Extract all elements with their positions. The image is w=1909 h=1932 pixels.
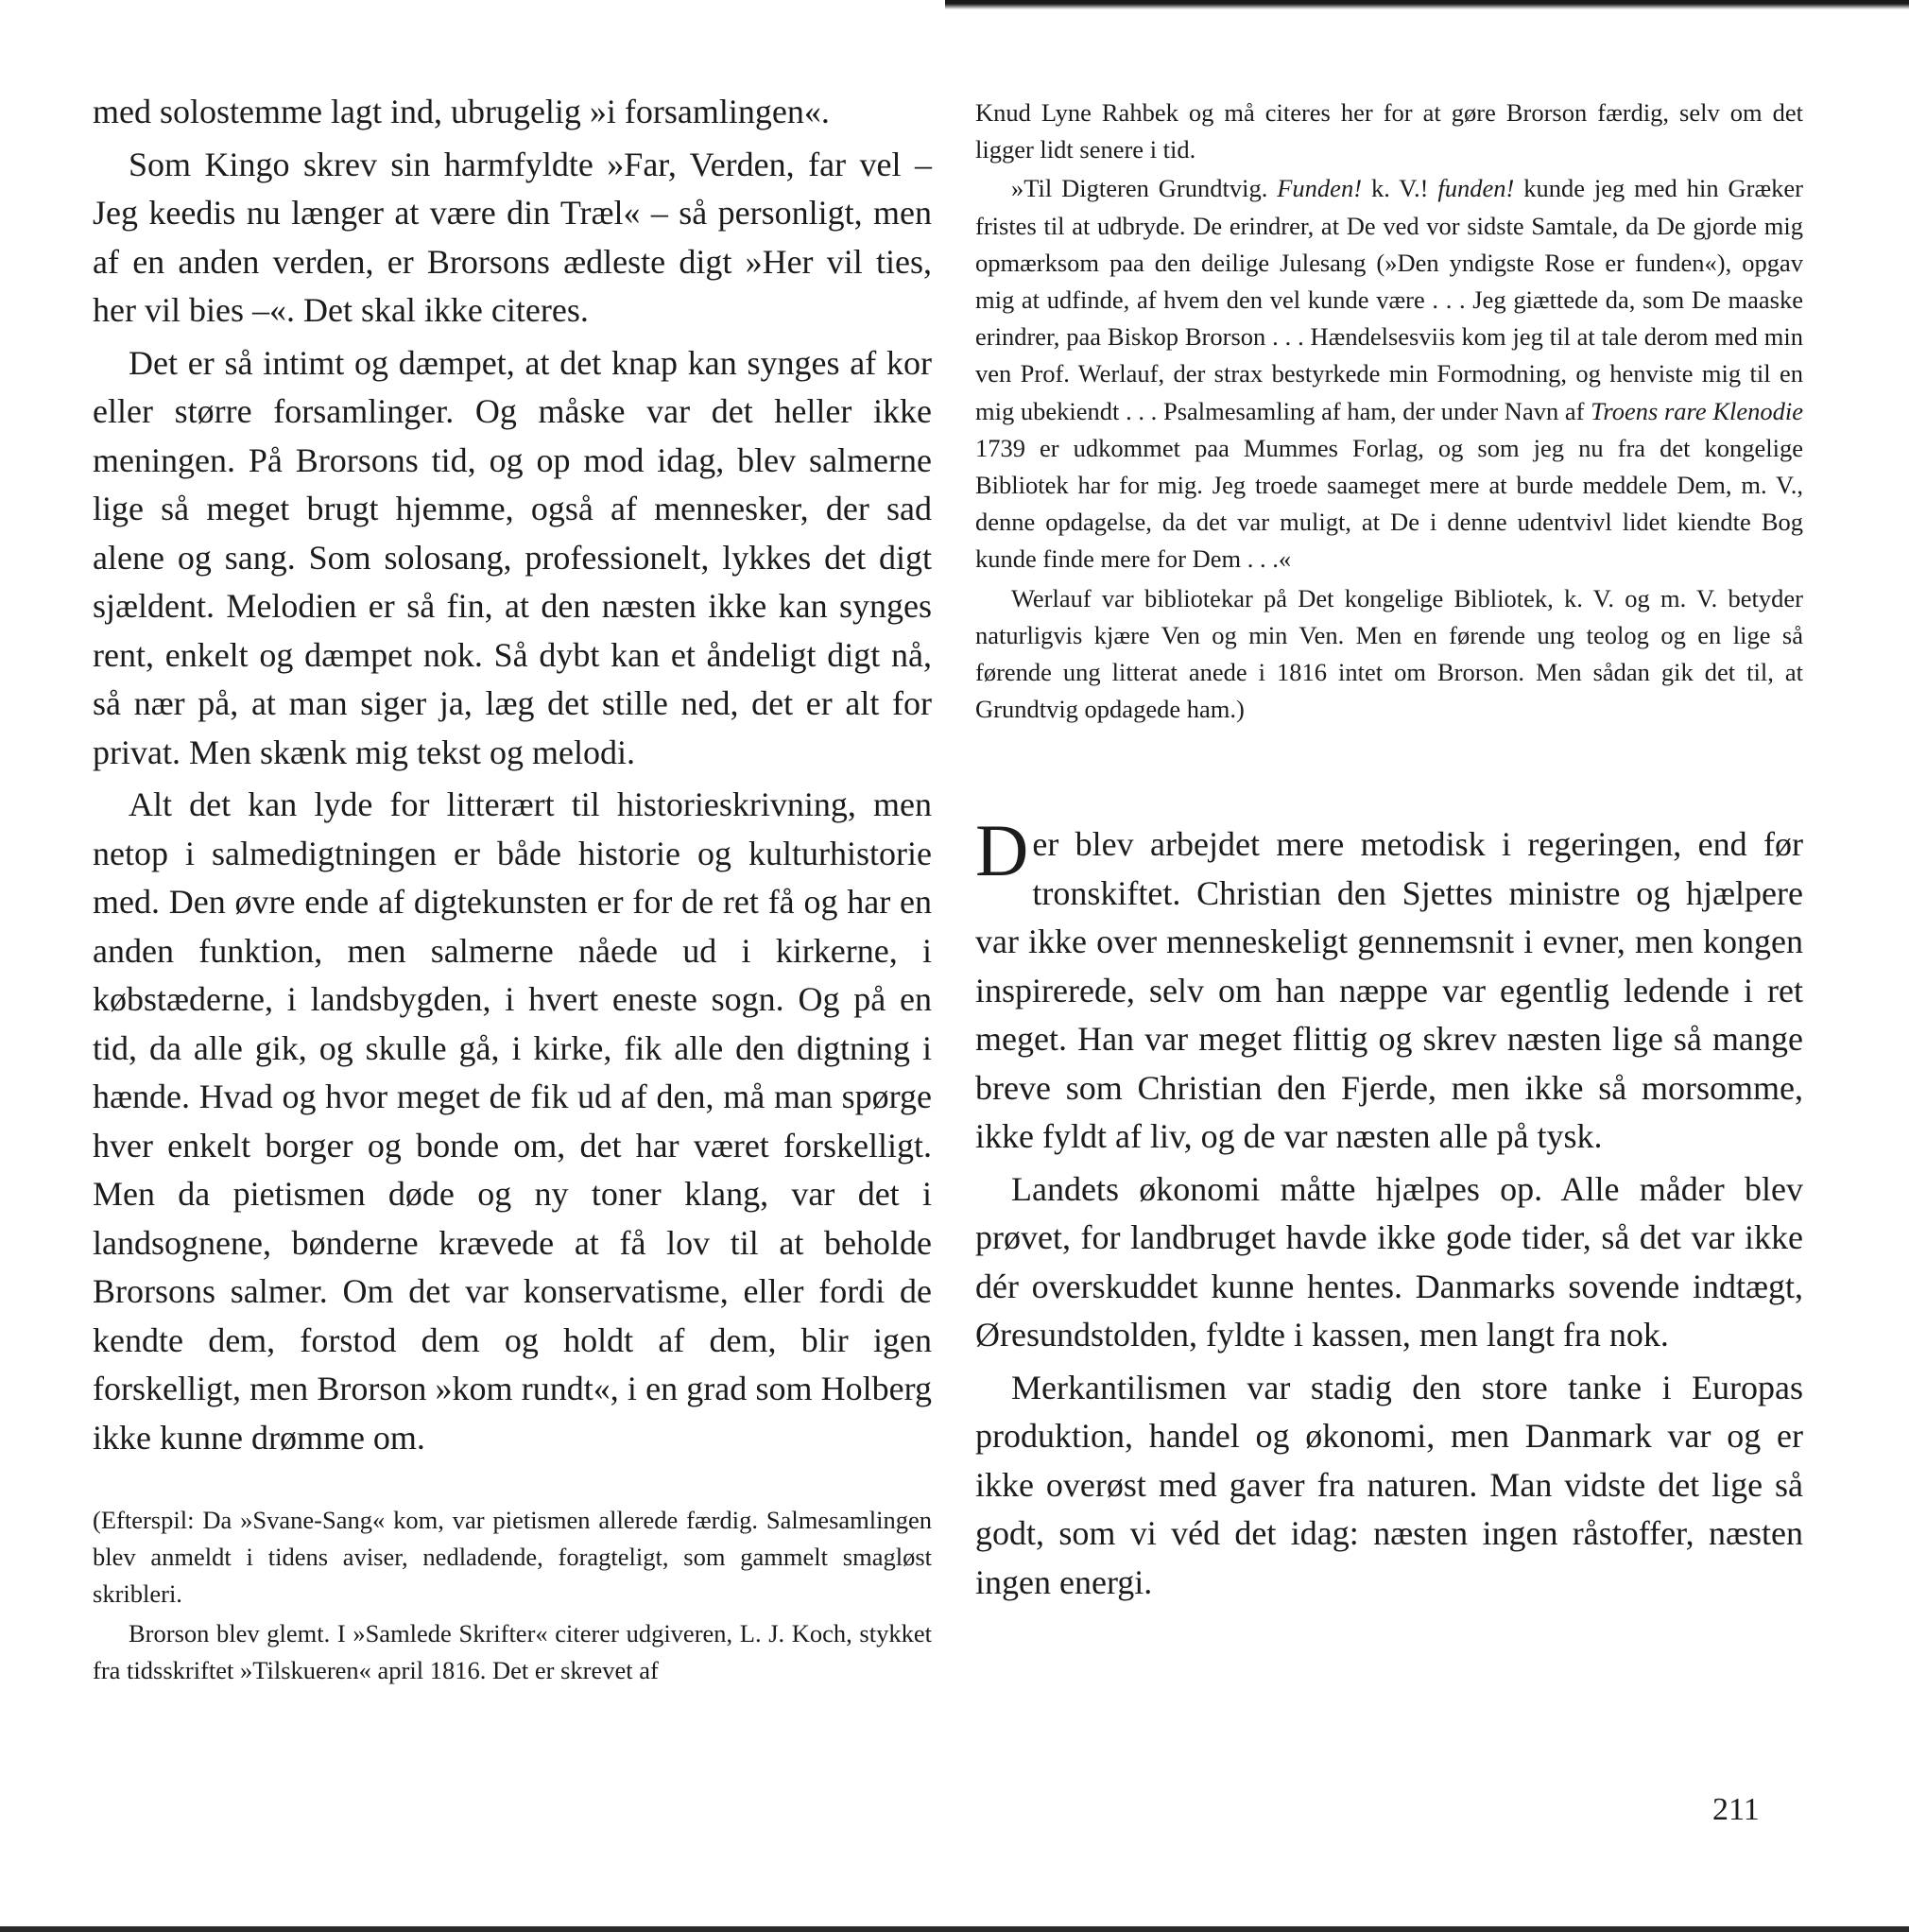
left-afterword-note — [93, 1502, 932, 1689]
right-afterword-note — [975, 95, 1803, 728]
quote-part-e: kunde jeg med hin Græker fristes til at udbryde. De erindrer, at De ved vor sidste Samtale, da De gjorde mig opmærksom paa den deilige Julesang (»Den yndigste Rose er funden«), opgav mig at udfinde, af hvem den vel kunde være . . . Jeg giættede da, som De maaske erindrer, paa Biskop Brorson . . . Hændelsesviis kom jeg til at tale derom med min ven Prof. Werlauf, der strax bestyrkede min Formodning, og henviste mig til en mig ubekiendt . . . Psalmesamling af ham, der under Navn af — [975, 174, 1803, 425]
right-paragraph-2: Landets økonomi måtte hjælpes op. Alle måder blev prøvet, for landbruget havde ikke gode tider, så det var ikke dér overskuddet kunne hentes. Danmarks sovende indtægt, Øresundstolden, fyldte i kassen, men langt fra nok. — [975, 1169, 1803, 1354]
afterword-paragraph-3: Knud Lyne Rahbek og må citeres her for at gøre Brorson færdig, selv om det ligger lidt senere i tid. — [975, 98, 1803, 164]
left-paragraph-2: Som Kingo skrev sin harmfyldte »Far, Verden, far vel – Jeg keedis nu længer at være din Træl« – så personligt, men af en anden verden, er Brorsons ædleste digt »Her vil ties, her vil bies –«. Det skal ikke citeres. — [93, 145, 932, 329]
drop-cap-letter: D — [975, 809, 1029, 892]
right-paragraph-1 — [975, 809, 1803, 1162]
quote-italic-funden-1: Funden! — [1277, 174, 1363, 203]
rahbek-letter-quote — [975, 170, 1803, 578]
right-body-text — [975, 809, 1803, 1607]
page-number: 211 — [1712, 1792, 1760, 1827]
quote-part-c: k. V.! — [1362, 174, 1438, 203]
bottom-edge-shadow — [0, 1926, 1909, 1932]
quote-italic-book-title: Troens rare Klenodie — [1591, 396, 1803, 425]
left-paragraph-4: Alt det kan lyde for litterært til historieskrivning, men netop i salmedigtningen er både historie og kulturhistorie med. Den øvre ende af digtekunsten er for de ret få og har en anden funktion, men salmerne nåede ud i kirkerne, i købstæderne, i landsbygden, i hvert eneste sogn. Og på en tid, da alle gik, og skulle gå, i kirke, fik alle den digtning i hænde. Hvad og hvor meget de fik ud af den, må man spørge hver enkelt borger og bonde om, det har været forskelligt. Men da pietismen døde og ny toner klang, var det i landsognene, bønderne krævede at få lov til at beholde Brorsons salmer. Om det var konservatisme, eller fordi de kendte dem, forstod dem og holdt af dem, blir igen forskelligt, men Brorson »kom rundt«, i en grad som Holberg ikke kunne drømme om. — [93, 785, 932, 1457]
afterword-paragraph-4: Werlauf var bibliotekar på Det kongelige Bibliotek, k. V. og m. V. betyder naturligvis kjære Ven og min Ven. Men en førende ung teolog og en lige så førende ung litterat anede i 1816 intet om Brorson. Men sådan gik det til, at Grundtvig opdagede ham.) — [975, 583, 1803, 724]
right-paragraph-3: Merkantilismen var stadig den store tanke i Europas produktion, handel og økonomi, men Danmark var og er ikke overøst med gaver fra naturen. Man vidste det lige så godt, som vi véd det idag: næsten ingen råstoffer, næsten ingen energi. — [975, 1368, 1803, 1601]
left-paragraph-3: Det er så intimt og dæmpet, at det knap kan synges af kor eller større forsamlinger. Og måske var det heller ikke meningen. På Brorsons tid, og op mod idag, blev salmerne lige så meget brugt hjemme, også af mennesker, der sad alene og sang. Som solosang, professionelt, lykkes det digt sjældent. Melodien er så fin, at den næsten ikke kan synges rent, enkelt og dæmpet nok. Så dybt kan et åndeligt digt nå, så nær på, at man siger ja, læg det stille ned, det er alt for privat. Men skænk mig tekst og melodi. — [93, 343, 932, 771]
right-column — [975, 95, 1803, 1607]
quote-part-g: 1739 er udkommet paa Mummes Forlag, og som jeg nu fra det kongelige Bibliotek har for mig. Jeg troede saameget mere at burde meddele Dem, m. V., denne opdagelse, da det var muligt, at De i denne udentvivl lidet kiendte Bog kunde finde mere for Dem . . .« — [975, 433, 1803, 574]
quote-italic-funden-2: funden! — [1437, 174, 1515, 203]
quote-part-a: »Til Digteren Grundtvig. — [1011, 174, 1278, 203]
left-body-text — [93, 88, 932, 1462]
afterword-paragraph-1: (Efterspil: Da »Svane-Sang« kom, var pietismen allerede færdig. Salmesamlingen blev anmeldt i tidens aviser, nedladende, foragteligt, som gammelt smagløst skribleri. — [93, 1506, 932, 1609]
afterword-paragraph-2: Brorson blev glemt. I »Samlede Skrifter« citerer udgiveren, L. J. Koch, stykket fra tidsskriftet »Tilskueren« april 1816. Det er skrevet af — [93, 1618, 932, 1684]
right-paragraph-1-text: er blev arbejdet mere metodisk i regeringen, end før tronskiftet. Christian den Sjettes ministre og hjælpere var ikke over menneskeligt gennemsnit i evner, men kongen inspirerede, selv om han næppe var egentlig ledende i ret meget. Han var meget flittig og skrev næsten lige så mange breve som Christian den Fjerde, men ikke så morsomme, ikke fyldt af liv, og de var næsten alle på tysk. — [975, 825, 1803, 1156]
left-paragraph-1: med solostemme lagt ind, ubrugelig »i forsamlingen«. — [93, 93, 830, 130]
left-column — [93, 88, 932, 1689]
top-edge-rule — [945, 0, 1909, 9]
